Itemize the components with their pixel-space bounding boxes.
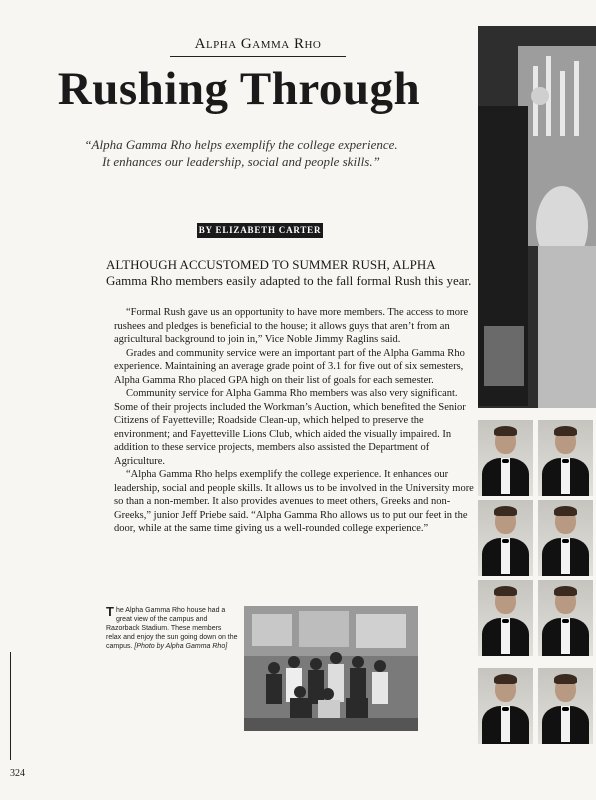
caption-text: he Alpha Gamma Rho house had a great view of the campus and Razorback Stadium. These members relax and enjoy the sun going down on the campus. [106,607,238,650]
photo-caption [106,606,238,651]
pull-quote [80,136,402,170]
lead-paragraph: ALTHOUGH ACCUSTOMED TO SUMMER RUSH, ALPHA Gamma Rho members easily adapted to the fall formal Rush this year. [106,257,472,288]
byline: BY ELIZABETH CARTER [197,223,323,238]
pull-quote-line-1: “Alpha Gamma Rho helps exemplify the college experience. [84,137,398,152]
party-photo-image [478,26,596,408]
member-portrait [538,420,593,496]
member-portrait [478,580,533,656]
section-rule [170,56,346,57]
caption-dropcap: T [106,604,114,619]
body-paragraph: “Alpha Gamma Rho helps exemplify the college experience. It enhances our leadership, social and people skills. It allows us to be involved in the University more so than a non-member. It also provides avenues to meet others, Greeks and non-Greeks,” junior Jeff Priebe said. “Alpha Gamma Rho allows us to put our feet in the door, while at the same time giving us a well-rounded college experience.” [114,469,474,534]
member-portrait [478,420,533,496]
page-number: 324 [10,768,25,779]
member-portrait [538,500,593,576]
member-portrait [478,668,533,744]
side-rule [10,652,11,760]
pull-quote-line-2: It enhances our leadership, social and people skills.” [102,154,380,169]
caption-credit: [Photo by Alpha Gamma Rho] [134,643,228,650]
body-paragraph: Grades and community service were an important part of the Alpha Gamma Rho experience. Maintaining an average grade point of 3.1 for five out of six semesters, Alpha Gamma Rho placed GPA high on their list of goals for each semester. [114,347,465,386]
section-heading: Alpha Gamma Rho [194,36,322,52]
body-paragraph: Community service for Alpha Gamma Rho members was also very significant. Some of their projects included the Workman’s Auction, which benefited the Senior Citizens of Fayetteville; Roadside Clean-up, which helped to preserve the environment; and Fayetteville Lions Club, which aided the visually impaired. In addition to these service projects, members also assisted the Department of Agriculture. [114,388,466,467]
member-portrait [478,500,533,576]
group-photo-image [244,606,418,731]
member-portrait [538,580,593,656]
article-body [114,306,478,536]
member-portrait [538,668,593,744]
body-paragraph: “Formal Rush gave us an opportunity to have more members. The access to more rushees and pledges is beneficial to the house; it allows guys that aren’t from an agricultural background to join in,” Vice Noble Jimmy Raglins said. [114,307,469,345]
member-portraits [478,420,596,745]
party-photo [478,26,596,408]
page-title: Rushing Through [57,63,421,115]
group-photo [244,606,418,731]
